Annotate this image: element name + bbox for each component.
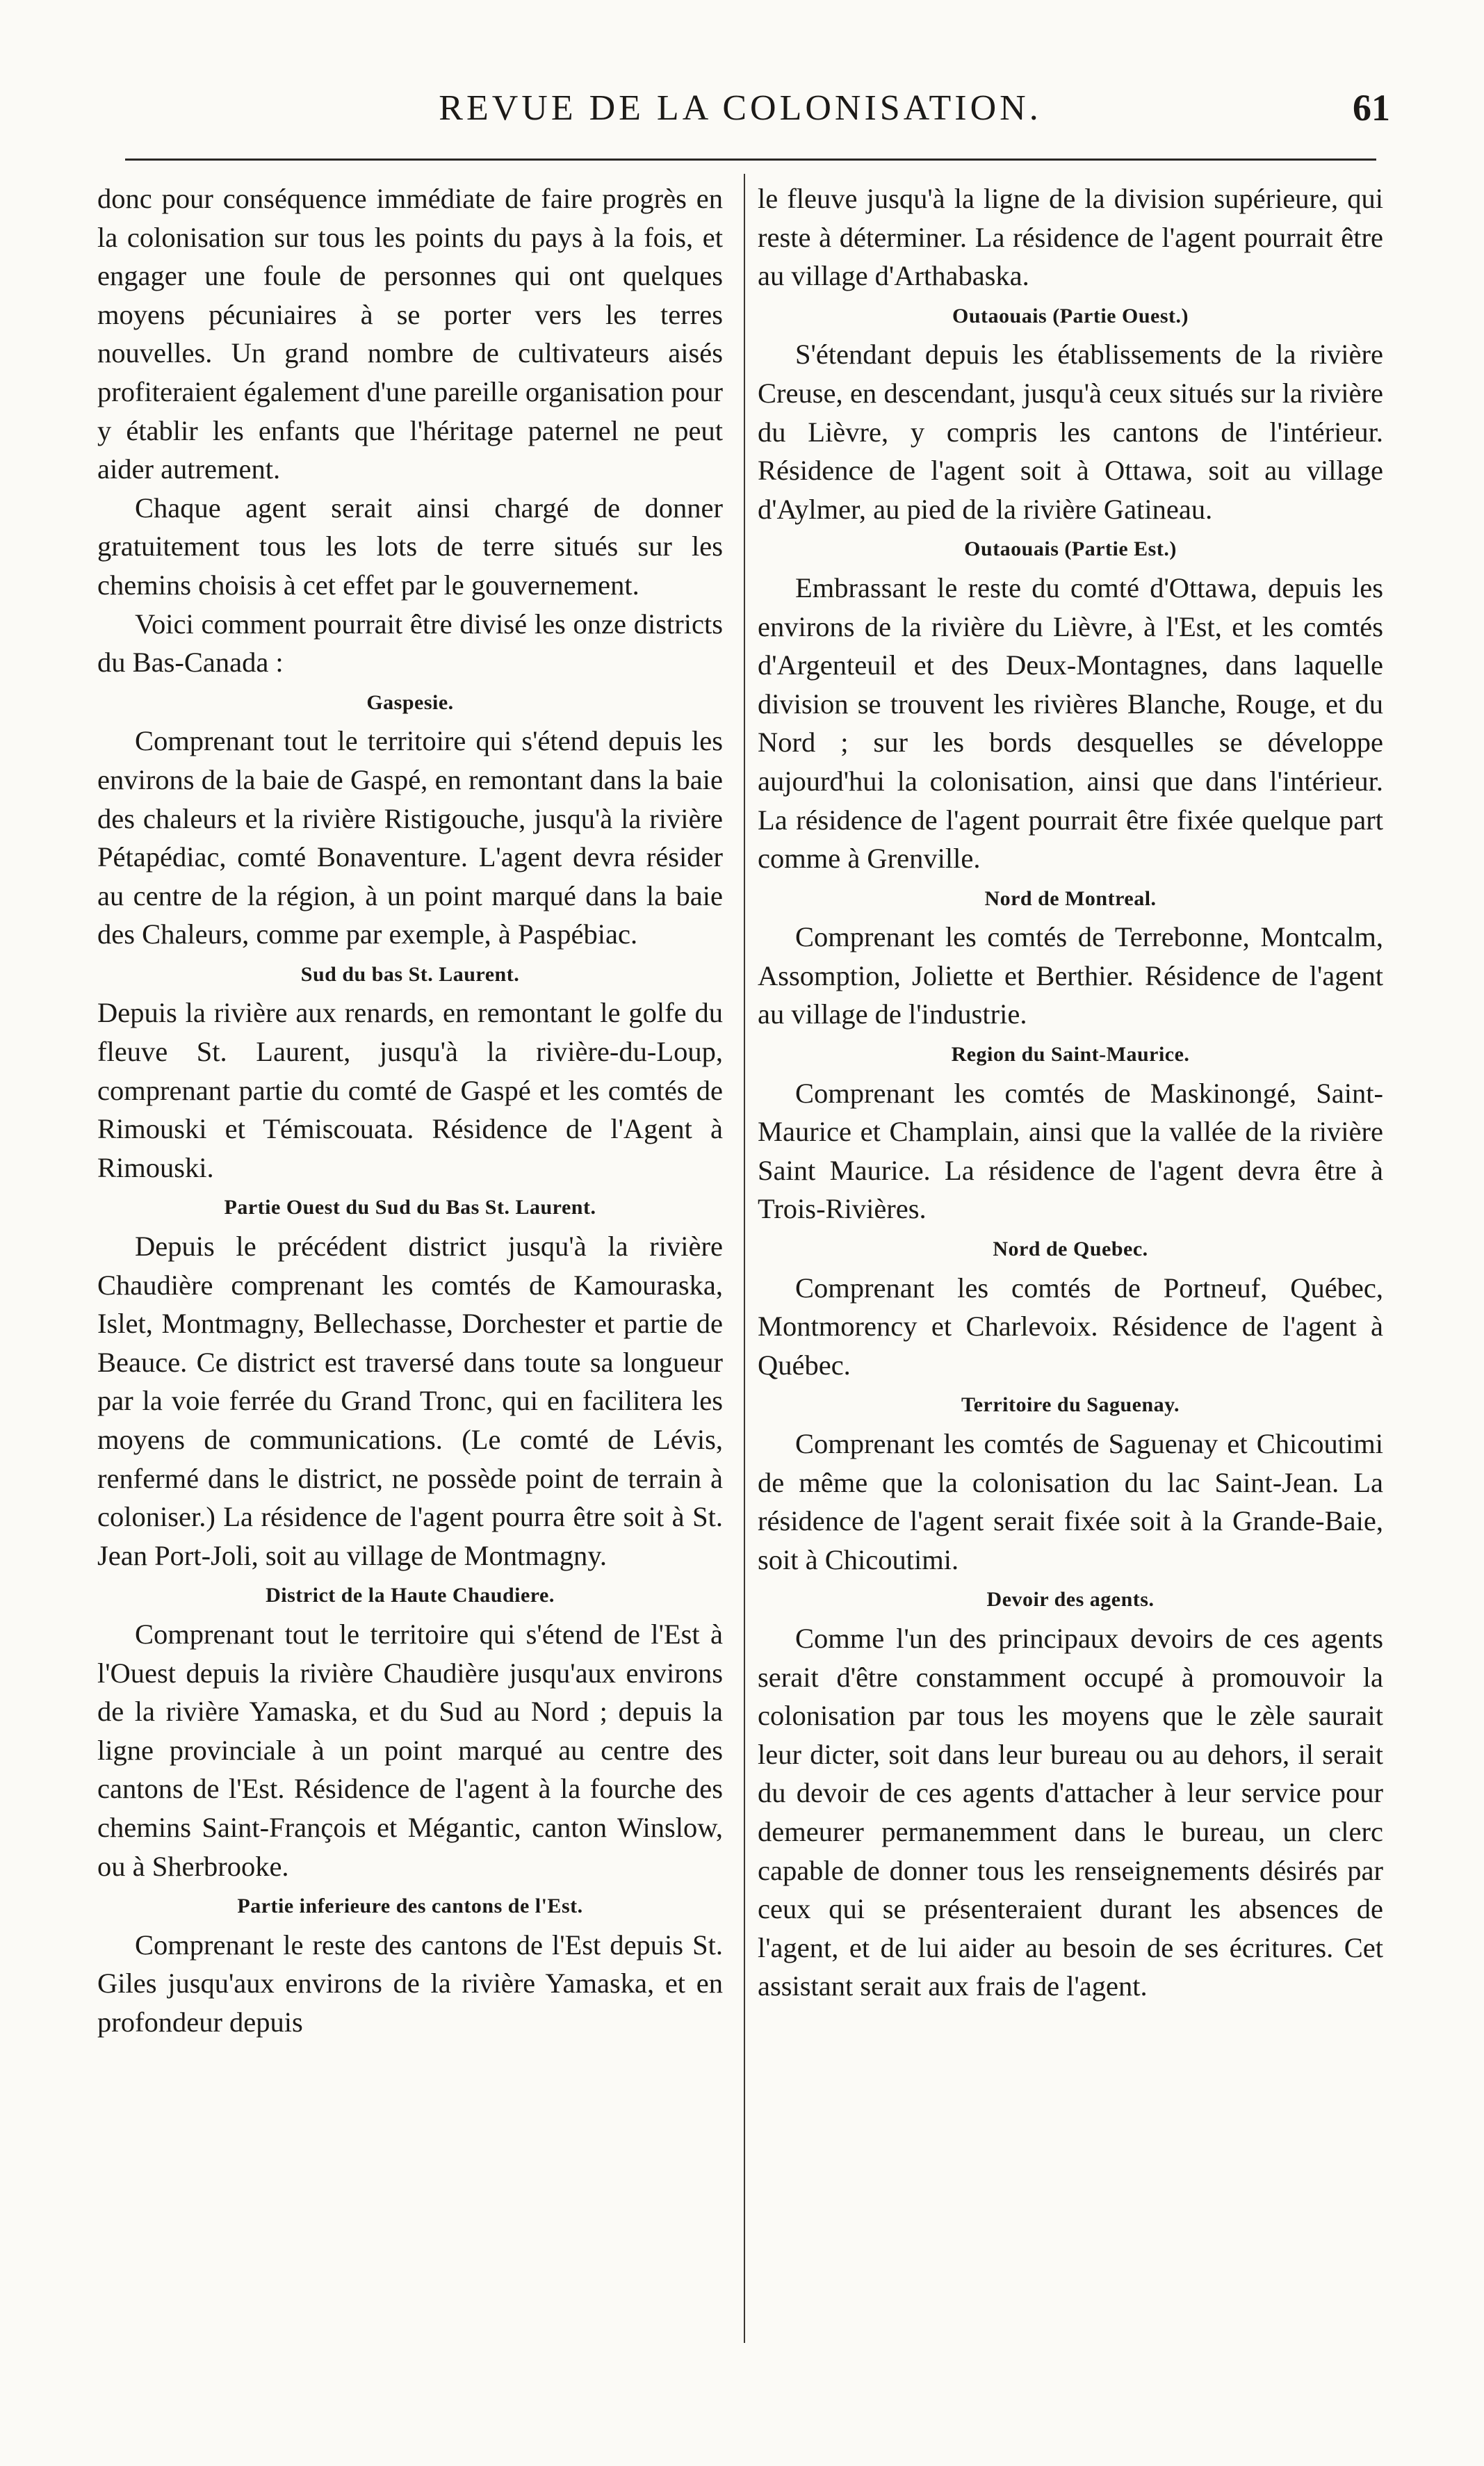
header-rule — [125, 159, 1376, 161]
paragraph: Comprenant les comtés de Portneuf, Québec, Montmorency et Charlevoix. Résidence de l'agent à Québec. — [758, 1272, 1383, 1381]
section-heading: Sud du bas St. Laurent. — [300, 962, 520, 986]
paragraph: Chaque agent serait ainsi chargé de donner gratuitement tous les lots de terre situés sur les chemins choisis à cet effet par le gouvernement. — [97, 492, 723, 601]
section-heading: District de la Haute Chaudiere. — [266, 1584, 555, 1607]
paragraph: Comprenant le reste des cantons de l'Est depuis St. Giles jusqu'aux environs de la rivière Yamaska, et en profondeur depuis — [97, 1929, 723, 2038]
section-heading: Region du Saint-Maurice. — [951, 1043, 1190, 1066]
section-heading: Partie inferieure des cantons de l'Est. — [237, 1895, 583, 1918]
section-heading: Outaouais (Partie Est.) — [964, 537, 1177, 561]
page-header — [90, 83, 1390, 146]
paragraph: Comprenant les comtés de Maskinongé, Saint-Maurice et Champlain, ainsi que la vallée de la rivière Saint Maurice. La résidence de l'agent devra être à Trois-Rivières. — [758, 1077, 1383, 1225]
paragraph: Comme l'un des principaux devoirs de ces agents serait d'être constamment occupé à promouvoir la colonisation par tous les moyens que le zèle saurait leur dicter, soit dans leur bureau ou au dehors, il serait du devoir de ces agents d'attacher à leur service pour demeurer permanemment dans le bureau, un clerc capable de donner tous les renseignements désirés par ceux qui se présenteraient durant les absences de l'agent, et de lui aider au besoin de ses écritures. Cet assistant serait aux frais de l'agent. — [758, 1622, 1383, 2002]
paragraph: Depuis le précédent district jusqu'à la rivière Chaudière comprenant les comtés de Kamouraska, Islet, Montmagny, Bellechasse, Dorchester et partie de Beauce. Ce district est traversé dans toute sa longueur par la voie ferrée du Grand Tronc, qui en facilitera les moyens de communications. (Le comté de Lévis, renfermé dans le district, ne possède point de terrain à coloniser.) La résidence de l'agent pourra être soit à St. Jean Port-Joli, soit au village de Montmagny. — [97, 1231, 723, 1571]
page-number: 61 — [1353, 87, 1390, 129]
left-column — [97, 179, 723, 2042]
paragraph: donc pour conséquence immédiate de faire progrès en la colonisation sur tous les points du pays à la fois, et engager une foule de personnes qui ont quelques moyens pécuniaires à se porter vers les terres nouvelles. Un grand nombre de cultivateurs aisés profiteraient également d'une pareille organisation pour y établir les enfants que l'héritage paternel ne peut aider autrement. — [97, 183, 723, 485]
column-divider — [744, 174, 745, 2343]
paragraph: Depuis la rivière aux renards, en remontant le golfe du fleuve St. Laurent, jusqu'à la rivière-du-Loup, comprenant partie du comté de Gaspé et les comtés de Rimouski et Témiscouata. Résidence de l'Agent à Rimouski. — [97, 997, 723, 1183]
section-heading: Gaspesie. — [366, 690, 454, 714]
paragraph: Voici comment pourrait être divisé les onze districts du Bas-Canada : — [97, 608, 723, 679]
section-heading: Nord de Montreal. — [984, 886, 1157, 910]
running-title: REVUE DE LA COLONISATION. — [439, 88, 1042, 128]
paragraph: S'étendant depuis les établissements de la rivière Creuse, en descendant, jusqu'à ceux situés sur la rivière du Lièvre, y compris les cantons de l'intérieur. Résidence de l'agent soit à Ottawa, soit au village d'Aylmer, au pied de la rivière Gatineau. — [758, 339, 1383, 525]
paragraph: Embrassant le reste du comté d'Ottawa, depuis les environs de la rivière du Lièvre, à l'Est, et les comtés d'Argenteuil et des Deux-Montagnes, dans laquelle division se trouvent les rivières Blanche, Rouge, et du Nord ; sur les bords desquelles se développe aujourd'hui la colonisation, ainsi que dans l'intérieur. La résidence de l'agent pourrait être fixée quelque part comme à Grenville. — [758, 571, 1383, 875]
paragraph: Comprenant tout le territoire qui s'étend depuis les environs de la baie de Gaspé, en remontant dans la baie des chaleurs et la rivière Ristigouche, jusqu'à la rivière Pétapédiac, comté Bonaventure. L'agent devra résider au centre de la région, à un point marqué dans la baie des Chaleurs, comme par exemple, à Paspébiac. — [97, 725, 723, 950]
section-heading: Nord de Quebec. — [993, 1238, 1148, 1261]
paragraph: Comprenant les comtés de Terrebonne, Montcalm, Assomption, Joliette et Berthier. Résidence de l'agent au village de l'industrie. — [758, 921, 1383, 1030]
section-heading: Outaouais (Partie Ouest.) — [952, 304, 1189, 327]
paragraph: Comprenant tout le territoire qui s'étend de l'Est à l'Ouest depuis la rivière Chaudière jusqu'aux environs de la rivière Yamaska, et du Sud au Nord ; depuis la ligne provinciale à un point marqué au centre des cantons de l'Est. Résidence de l'agent à la fourche des chemins Saint-François et Mégantic, canton Winslow, ou à Sherbrooke. — [97, 1618, 723, 1882]
section-heading: Territoire du Saguenay. — [961, 1393, 1180, 1417]
paragraph: le fleuve jusqu'à la ligne de la division supérieure, qui reste à déterminer. La résidence de l'agent pourrait être au village d'Arthabaska. — [758, 183, 1383, 292]
section-heading: Devoir des agents. — [986, 1588, 1155, 1612]
paragraph: Comprenant les comtés de Saguenay et Chicoutimi de même que la colonisation du lac Saint-Jean. La résidence de l'agent serait fixée soit à la Grande-Baie, soit à Chicoutimi. — [758, 1428, 1383, 1575]
right-column — [758, 179, 1383, 2006]
section-heading: Partie Ouest du Sud du Bas St. Laurent. — [224, 1196, 596, 1219]
